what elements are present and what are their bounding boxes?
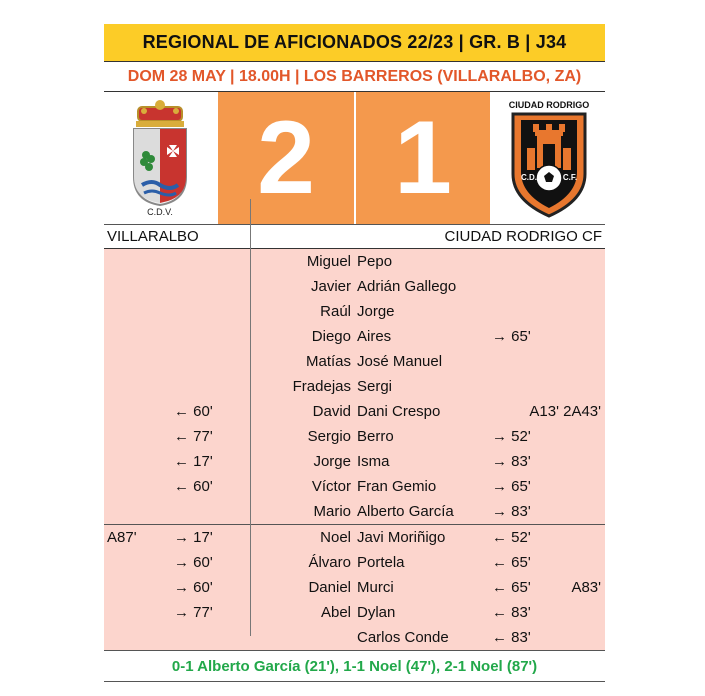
away-sub: ← 52' bbox=[492, 529, 531, 546]
away-team-name: CIUDAD RODRIGO CF bbox=[444, 228, 602, 245]
home-player: David bbox=[312, 403, 351, 420]
match-card bbox=[104, 24, 605, 682]
svg-text:CIUDAD RODRIGO: CIUDAD RODRIGO bbox=[508, 100, 590, 110]
match-info: DOM 28 MAY | 18.00H | LOS BARREROS (VILLARALBO, ZA) bbox=[104, 62, 605, 92]
home-player: Daniel bbox=[308, 579, 351, 596]
lineup-row bbox=[104, 499, 605, 524]
competition-title: REGIONAL DE AFICIONADOS 22/23 | GR. B | J34 bbox=[104, 24, 605, 62]
lineup-row bbox=[104, 249, 605, 274]
away-sub: ← 65' bbox=[492, 554, 531, 571]
lineup-row bbox=[104, 449, 605, 474]
lineup-row bbox=[104, 324, 605, 349]
lineup-row bbox=[104, 274, 605, 299]
team-names-row bbox=[104, 225, 605, 249]
lineup-row bbox=[104, 374, 605, 399]
away-sub: → 65' bbox=[492, 478, 531, 495]
lineup-row bbox=[104, 625, 605, 650]
svg-text:C.D.: C.D. bbox=[521, 173, 537, 182]
away-card: A13' 2A43' bbox=[529, 403, 601, 420]
away-sub: ← 65' bbox=[492, 579, 531, 596]
home-player: Diego bbox=[311, 328, 351, 345]
lineup-row bbox=[104, 399, 605, 424]
substitutes-list bbox=[104, 525, 605, 650]
away-sub: → 52' bbox=[492, 428, 531, 445]
away-player: Fran Gemio bbox=[357, 478, 437, 495]
home-score: 2 bbox=[218, 92, 354, 224]
home-sub: → 60' bbox=[174, 554, 213, 571]
home-player: Víctor bbox=[311, 478, 351, 495]
home-player: Raúl bbox=[320, 303, 351, 320]
home-sub: ← 17' bbox=[174, 453, 213, 470]
home-card: A87' bbox=[107, 529, 137, 546]
home-player: Fradejas bbox=[292, 378, 351, 395]
lineup-row bbox=[104, 525, 605, 550]
goals-summary: 0-1 Alberto García (21'), 1-1 Noel (47'), 2-1 Noel (87') bbox=[104, 651, 605, 682]
home-player: Abel bbox=[320, 604, 351, 621]
home-player: Noel bbox=[320, 529, 351, 546]
lineup-row bbox=[104, 600, 605, 625]
ciudad-rodrigo-crest-icon bbox=[493, 92, 605, 224]
away-player: Isma bbox=[357, 453, 390, 470]
score-row bbox=[104, 92, 605, 225]
away-player: Javi Moriñigo bbox=[357, 529, 446, 546]
lineup-row bbox=[104, 575, 605, 600]
home-sub: → 17' bbox=[174, 529, 213, 546]
lineup-row bbox=[104, 424, 605, 449]
away-card: A83' bbox=[571, 579, 601, 596]
away-score: 1 bbox=[356, 92, 490, 224]
home-sub: ← 60' bbox=[174, 403, 213, 420]
away-player: Portela bbox=[357, 554, 405, 571]
lineups bbox=[104, 249, 605, 650]
away-player: Adrián Gallego bbox=[357, 278, 457, 295]
away-player: Dylan bbox=[357, 604, 396, 621]
lineup-row bbox=[104, 550, 605, 575]
home-player: Sergio bbox=[307, 428, 351, 445]
lineup-row bbox=[104, 474, 605, 499]
away-sub: → 65' bbox=[492, 328, 531, 345]
villaralbo-crest-icon bbox=[104, 92, 216, 224]
home-player: Javier bbox=[310, 278, 351, 295]
away-sub: ← 83' bbox=[492, 629, 531, 646]
away-player: Aires bbox=[357, 328, 392, 345]
home-team-name: VILLARALBO bbox=[107, 228, 199, 245]
away-player: Sergi bbox=[357, 378, 393, 395]
svg-text:C.D.V.: C.D.V. bbox=[147, 207, 173, 217]
home-player: Miguel bbox=[306, 253, 351, 270]
away-player: Berro bbox=[357, 428, 394, 445]
away-sub: → 83' bbox=[492, 503, 531, 520]
home-sub: ← 60' bbox=[174, 478, 213, 495]
home-player: Mario bbox=[313, 503, 351, 520]
center-divider bbox=[250, 199, 251, 636]
lineup-row bbox=[104, 299, 605, 324]
away-player: Carlos Conde bbox=[357, 629, 449, 646]
home-sub: → 60' bbox=[174, 579, 213, 596]
svg-text:C.F.: C.F. bbox=[562, 173, 578, 182]
away-sub: ← 83' bbox=[492, 604, 531, 621]
home-player: Matías bbox=[305, 353, 351, 370]
home-sub: → 77' bbox=[174, 604, 213, 621]
away-player: José Manuel bbox=[357, 353, 443, 370]
away-player: Pepo bbox=[357, 253, 393, 270]
home-player: Álvaro bbox=[308, 554, 351, 571]
away-sub: → 83' bbox=[492, 453, 531, 470]
home-sub: ← 77' bbox=[174, 428, 213, 445]
away-player: Murci bbox=[357, 579, 394, 596]
away-player: Jorge bbox=[357, 303, 395, 320]
starters-list bbox=[104, 249, 605, 524]
home-player: Jorge bbox=[313, 453, 351, 470]
lineup-row bbox=[104, 349, 605, 374]
away-player: Alberto García bbox=[357, 503, 454, 520]
away-player: Dani Crespo bbox=[357, 403, 441, 420]
